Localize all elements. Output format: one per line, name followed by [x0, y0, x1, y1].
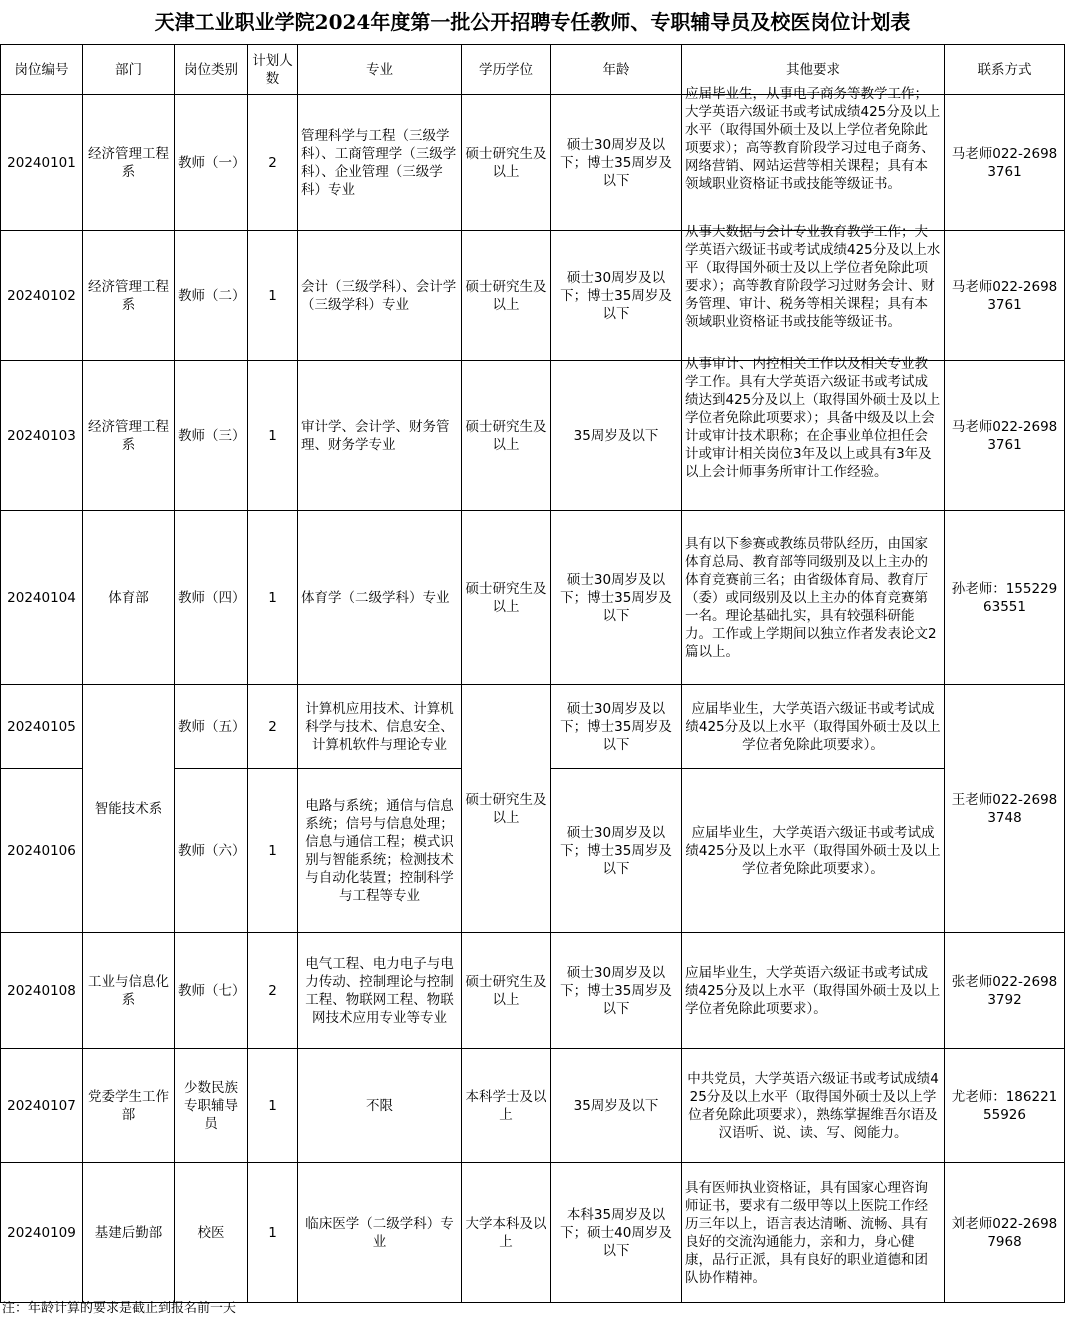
cell-category: 教师（七） — [175, 933, 248, 1049]
cell-major: 电路与系统；通信与信息系统；信号与信息处理；信息与通信工程；模式识别与智能系统；检测技术与自动化装置；控制科学与工程等专业 — [298, 769, 462, 933]
header-other: 其他要求 — [682, 45, 945, 95]
footnote: 注：年龄计算的要求是截止到报名前一天 — [2, 1301, 237, 1316]
cell-code: 20240109 — [1, 1163, 83, 1303]
recruitment-table — [0, 44, 1065, 1303]
cell-age: 硕士30周岁及以下；博士35周岁及以下 — [551, 231, 682, 361]
cell-other — [682, 356, 945, 511]
cell-code: 20240107 — [1, 1049, 83, 1163]
cell-other: 应届毕业生，大学英语六级证书或考试成绩425分及以上水平（取得国外硕士及以上学位者免除此项要求）。 — [682, 769, 945, 933]
cell-age: 硕士30周岁及以下；博士35周岁及以下 — [551, 933, 682, 1049]
cell-category: 教师（四） — [175, 511, 248, 685]
cell-other: 具有医师执业资格证，具有国家心理咨询师证书，要求有二级甲等以上医院工作经历三年以上，语言表达清晰、流畅、具有良好的交流沟通能力，亲和力，身心健康，品行正派，具有良好的职业道德和团队协作精神。 — [682, 1163, 945, 1303]
cell-dept: 智能技术系 — [83, 685, 175, 933]
cell-degree: 硕士研究生及以上 — [462, 361, 551, 511]
cell-category: 教师（一） — [175, 95, 248, 231]
cell-age: 硕士30周岁及以下；博士35周岁及以下 — [551, 511, 682, 685]
cell-other-text: 应届毕业生，从事电子商务等教学工作；大学英语六级证书或考试成绩425分及以上水平（取得国外硕士及以上学位者免除此项要求）；高等教育阶段学习过电子商务、网络营销、网站运营等相关课程；具有本领域职业资格证书或技能等级证书。 — [685, 86, 941, 192]
cell-degree: 硕士研究生及以上 — [462, 95, 551, 231]
cell-count: 1 — [248, 231, 298, 361]
cell-other: 应届毕业生，大学英语六级证书或考试成绩425分及以上水平（取得国外硕士及以上学位者免除此项要求）。 — [682, 933, 945, 1049]
cell-dept: 经济管理工程系 — [83, 231, 175, 361]
cell-code: 20240102 — [1, 231, 83, 361]
cell-age: 本科35周岁及以下；硕士40周岁及以下 — [551, 1163, 682, 1303]
cell-other: 应届毕业生，大学英语六级证书或考试成绩425分及以上水平（取得国外硕士及以上学位者免除此项要求）。 — [682, 685, 945, 769]
cell-dept: 经济管理工程系 — [83, 95, 175, 231]
cell-count: 1 — [248, 1049, 298, 1163]
header-age: 年龄 — [551, 45, 682, 95]
table-row — [1, 1049, 1065, 1163]
header-count: 计划人数 — [248, 45, 298, 95]
cell-age: 硕士30周岁及以下；博士35周岁及以下 — [551, 685, 682, 769]
cell-contact: 张老师022-26983792 — [945, 933, 1065, 1049]
cell-major: 审计学、会计学、财务管理、财务学专业 — [298, 361, 462, 511]
cell-count: 2 — [248, 933, 298, 1049]
header-code: 岗位编号 — [1, 45, 83, 95]
cell-category: 教师（三） — [175, 361, 248, 511]
cell-contact: 马老师022-26983761 — [945, 231, 1065, 361]
page-title: 天津工业职业学院2024年度第一批公开招聘专任教师、专职辅导员及校医岗位计划表 — [154, 10, 911, 34]
cell-major: 管理科学与工程（三级学科）、工商管理学（三级学科）、企业管理（三级学科）专业 — [298, 95, 462, 231]
cell-contact: 王老师022-26983748 — [945, 685, 1065, 933]
header-contact: 联系方式 — [945, 45, 1065, 95]
cell-major: 体育学（二级学科）专业 — [298, 511, 462, 685]
table-row — [1, 95, 1065, 231]
cell-code: 20240101 — [1, 95, 83, 231]
cell-count: 1 — [248, 769, 298, 933]
cell-dept: 党委学生工作部 — [83, 1049, 175, 1163]
cell-category: 教师（六） — [175, 769, 248, 933]
cell-degree: 硕士研究生及以上 — [462, 511, 551, 685]
cell-major: 会计（三级学科）、会计学（三级学科）专业 — [298, 231, 462, 361]
header-degree: 学历学位 — [462, 45, 551, 95]
cell-contact: 尤老师：18622155926 — [945, 1049, 1065, 1163]
cell-dept: 工业与信息化系 — [83, 933, 175, 1049]
cell-count: 1 — [248, 511, 298, 685]
cell-other: 中共党员，大学英语六级证书或考试成绩425分及以上水平（取得国外硕士及以上学位者免除此项要求），熟练掌握维吾尔语及汉语听、说、读、写、阅能力。 — [682, 1049, 945, 1163]
cell-major: 计算机应用技术、计算机科学与技术、信息安全、计算机软件与理论专业 — [298, 685, 462, 769]
header-dept: 部门 — [83, 45, 175, 95]
cell-category: 少数民族专职辅导员 — [175, 1049, 248, 1163]
cell-degree: 大学本科及以上 — [462, 1163, 551, 1303]
table-row — [1, 511, 1065, 685]
cell-code: 20240105 — [1, 685, 83, 769]
cell-degree: 硕士研究生及以上 — [462, 231, 551, 361]
cell-category: 校医 — [175, 1163, 248, 1303]
cell-contact: 刘老师022-26987968 — [945, 1163, 1065, 1303]
cell-degree: 硕士研究生及以上 — [462, 933, 551, 1049]
cell-degree: 本科学士及以上 — [462, 1049, 551, 1163]
cell-degree: 硕士研究生及以上 — [462, 685, 551, 933]
cell-count: 1 — [248, 1163, 298, 1303]
cell-contact: 孙老师：15522963551 — [945, 511, 1065, 685]
cell-other: 具有以下参赛或教练员带队经历，由国家体育总局、教育部等同级别及以上主办的体育竞赛前三名；由省级体育局、教育厅（委）或同级别及以上主办的体育竞赛第一名。理论基础扎实，具有较强科研能力。工作或上学期间以独立作者发表论文2篇以上。 — [682, 511, 945, 685]
cell-other-text: 从事审计、内控相关工作以及相关专业教学工作。具有大学英语六级证书或考试成绩达到425分及以上（取得国外硕士及以上学位者免除此项要求）；具备中级及以上会计或审计技术职称；在企事业单位担任会计或审计相关岗位3年及以上或具有3年及以上会计师事务所审计工作经验。 — [685, 356, 941, 480]
header-category: 岗位类别 — [175, 45, 248, 95]
table-row — [1, 1163, 1065, 1303]
table-row — [1, 361, 1065, 511]
cell-category: 教师（五） — [175, 685, 248, 769]
cell-dept: 经济管理工程系 — [83, 361, 175, 511]
cell-age: 硕士30周岁及以下；博士35周岁及以下 — [551, 769, 682, 933]
cell-major: 临床医学（二级学科）专业 — [298, 1163, 462, 1303]
cell-contact: 马老师022-26983761 — [945, 361, 1065, 511]
header-major: 专业 — [298, 45, 462, 95]
cell-code: 20240106 — [1, 769, 83, 933]
cell-code: 20240103 — [1, 361, 83, 511]
cell-category: 教师（二） — [175, 231, 248, 361]
cell-count: 2 — [248, 685, 298, 769]
cell-age: 35周岁及以下 — [551, 1049, 682, 1163]
cell-major: 不限 — [298, 1049, 462, 1163]
cell-dept: 体育部 — [83, 511, 175, 685]
table-row — [1, 933, 1065, 1049]
table-row — [1, 231, 1065, 361]
cell-code: 20240108 — [1, 933, 83, 1049]
cell-count: 2 — [248, 95, 298, 231]
cell-other — [682, 86, 945, 231]
cell-age: 35周岁及以下 — [551, 361, 682, 511]
cell-code: 20240104 — [1, 511, 83, 685]
cell-other-text: 从事大数据与会计专业教育教学工作；大学英语六级证书或考试成绩425分及以上水平（取得国外硕士及以上学位者免除此项要求）；高等教育阶段学习过财务会计、财务管理、审计、税务等相关课程；具有本领域职业资格证书或技能等级证书。 — [685, 224, 941, 330]
cell-age: 硕士30周岁及以下；博士35周岁及以下 — [551, 95, 682, 231]
table-row — [1, 685, 1065, 769]
cell-major: 电气工程、电力电子与电力传动、控制理论与控制工程、物联网工程、物联网技术应用专业等专业 — [298, 933, 462, 1049]
cell-contact: 马老师022-26983761 — [945, 95, 1065, 231]
cell-other — [682, 224, 945, 361]
cell-count: 1 — [248, 361, 298, 511]
cell-dept: 基建后勤部 — [83, 1163, 175, 1303]
